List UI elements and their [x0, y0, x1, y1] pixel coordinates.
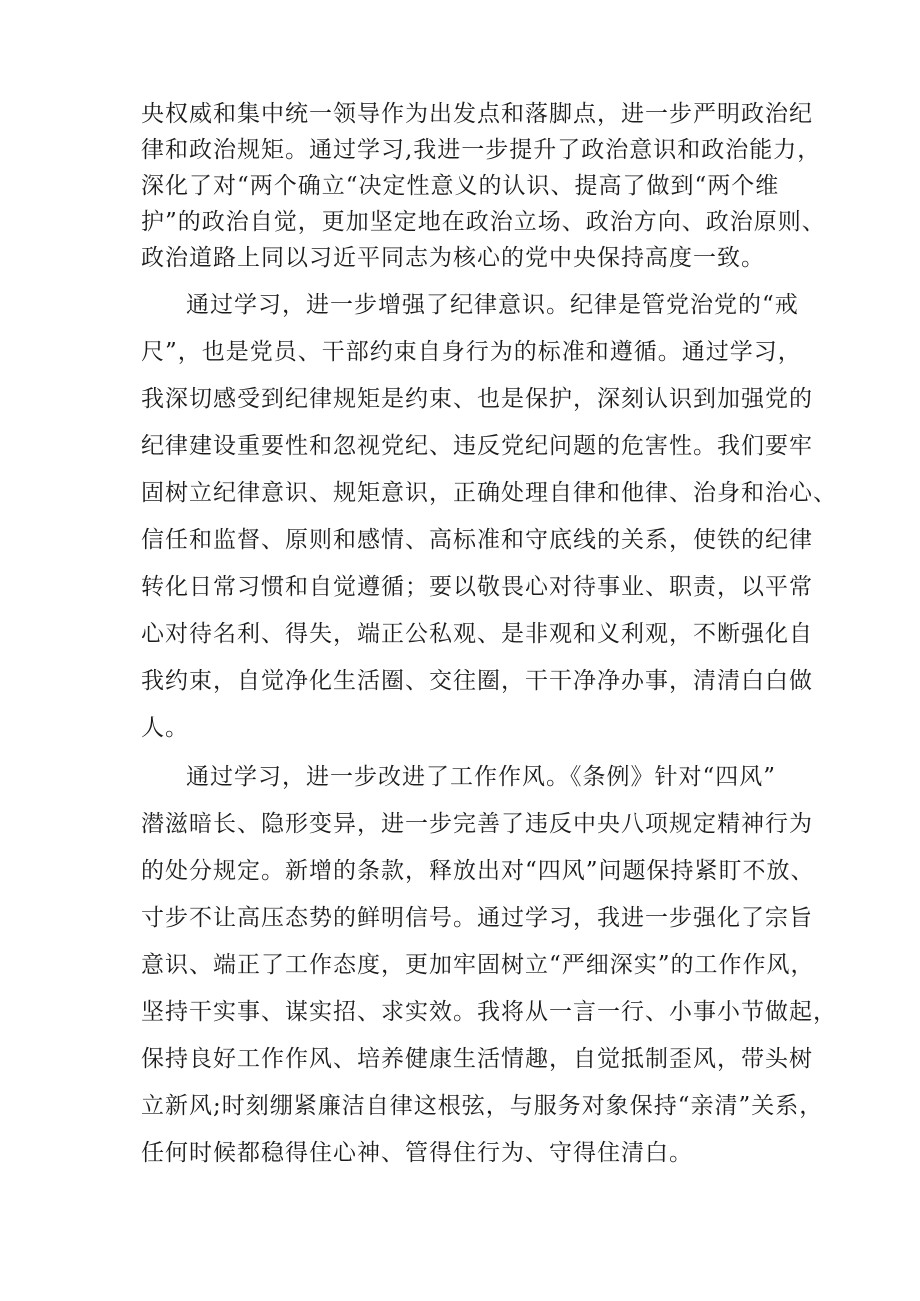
text-line: 律和政治规矩。通过学习,我进一步提升了政治意识和政治能力， [141, 137, 822, 163]
text-line: 保持良好工作作风、培养健康生活情趣，自觉抵制歪风，带头树 [141, 1046, 813, 1072]
text-line: 通过学习，进一步增强了纪律意识。纪律是管党治党的“戒 [186, 292, 799, 318]
text-line: 任何时候都稳得住心神、管得住行为、守得住清白。 [141, 1140, 693, 1166]
text-line: 转化日常习惯和自觉遵循；要以敬畏心对待事业、职责，以平常 [141, 574, 813, 600]
text-line: 固树立纪律意识、规矩意识，正确处理自律和他律、治身和治心、 [141, 480, 837, 506]
text-line: 的处分规定。新增的条款，释放出对“四风”问题保持紧盯不放、 [141, 858, 815, 884]
text-line: 尺”，也是党员、干部约束自身行为的标准和遵循。通过学习， [141, 339, 802, 365]
text-line: 意识、端正了工作态度，更加牢固树立“严细深实”的工作作风， [141, 952, 815, 978]
text-line: 坚持干实事、谋实招、求实效。我将从一言一行、小事小节做起， [141, 999, 837, 1025]
text-line: 寸步不让高压态势的鲜明信号。通过学习，我进一步强化了宗旨 [141, 905, 813, 931]
text-line: 护”的政治自觉，更加坚定地在政治立场、政治方向、政治原则、 [141, 209, 826, 235]
text-line: 政治道路上同以习近平同志为核心的党中央保持高度一致。 [141, 245, 765, 271]
text-line: 立新风;时刻绷紧廉洁自律这根弦，与服务对象保持“亲清”关系， [141, 1093, 824, 1119]
text-line: 人。 [141, 715, 189, 741]
text-line: 信任和监督、原则和感情、高标准和守底线的关系，使铁的纪律 [141, 527, 813, 553]
text-line: 心对待名利、得失，端正公私观、是非观和义利观，不断强化自 [141, 621, 813, 647]
text-line: 纪律建设重要性和忽视党纪、违反党纪问题的危害性。我们要牢 [141, 433, 813, 459]
text-line: 深化了对“两个确立“决定性意义的认识、提高了做到“两个维 [141, 173, 780, 199]
text-line: 我深切感受到纪律规矩是约束、也是保护，深刻认识到加强党的 [141, 386, 813, 412]
text-line: 通过学习，进一步改进了工作作风。《条例》针对“四风” [186, 764, 777, 790]
text-line: 央权威和集中统一领导作为出发点和落脚点，进一步严明政治纪 [141, 101, 813, 127]
text-line: 潜滋暗长、隐形变异，进一步完善了违反中央八项规定精神行为 [141, 811, 813, 837]
text-line: 我约束，自觉净化生活圈、交往圈，干干净净办事，清清白白做 [141, 668, 813, 694]
